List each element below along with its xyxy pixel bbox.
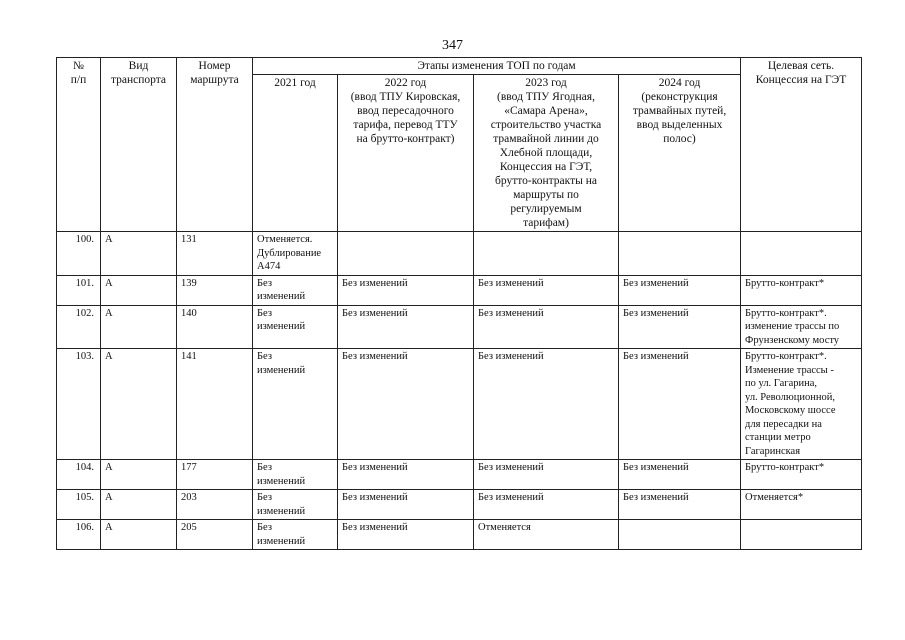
cell-2023: Отменяется bbox=[474, 520, 619, 550]
header-2024: 2024 год (реконструкция трамвайных путей, ввод выделенных полос) bbox=[619, 75, 741, 232]
cell-2022: Без изменений bbox=[338, 349, 474, 460]
cell-2021: Без изменений bbox=[253, 349, 338, 460]
cell-route: 131 bbox=[177, 232, 253, 276]
cell-num: 104. bbox=[57, 460, 101, 490]
cell-route: 141 bbox=[177, 349, 253, 460]
cell-2024 bbox=[619, 232, 741, 276]
cell-route: 140 bbox=[177, 305, 253, 349]
cell-num: 105. bbox=[57, 490, 101, 520]
cell-2021: Без изменений bbox=[253, 305, 338, 349]
header-stages: Этапы изменения ТОП по годам bbox=[253, 58, 741, 75]
cell-target: Брутто-контракт*. Изменение трассы - по ул. Гагарина, ул. Революционной, Московскому шоссе для пересадки на станции метро Гагаринская bbox=[741, 349, 862, 460]
table-row bbox=[57, 305, 862, 349]
cell-2021: Без изменений bbox=[253, 520, 338, 550]
cell-2024: Без изменений bbox=[619, 275, 741, 305]
cell-route: 205 bbox=[177, 520, 253, 550]
cell-type: А bbox=[101, 232, 177, 276]
cell-2023: Без изменений bbox=[474, 460, 619, 490]
cell-type: А bbox=[101, 490, 177, 520]
header-num: № п/п bbox=[57, 58, 101, 232]
cell-2024: Без изменений bbox=[619, 490, 741, 520]
cell-target bbox=[741, 232, 862, 276]
page-number: 347 bbox=[442, 38, 463, 53]
cell-2024: Без изменений bbox=[619, 305, 741, 349]
cell-2023 bbox=[474, 232, 619, 276]
cell-target: Брутто-контракт* bbox=[741, 460, 862, 490]
cell-2022: Без изменений bbox=[338, 305, 474, 349]
cell-2023: Без изменений bbox=[474, 305, 619, 349]
header-2021: 2021 год bbox=[253, 75, 338, 232]
cell-type: А bbox=[101, 520, 177, 550]
cell-2022: Без изменений bbox=[338, 520, 474, 550]
table-row bbox=[57, 460, 862, 490]
cell-type: А bbox=[101, 460, 177, 490]
cell-2021: Без изменений bbox=[253, 490, 338, 520]
cell-type: А bbox=[101, 275, 177, 305]
cell-num: 106. bbox=[57, 520, 101, 550]
cell-num: 101. bbox=[57, 275, 101, 305]
cell-2023: Без изменений bbox=[474, 275, 619, 305]
cell-2022 bbox=[338, 232, 474, 276]
cell-2024: Без изменений bbox=[619, 460, 741, 490]
cell-2022: Без изменений bbox=[338, 460, 474, 490]
cell-type: А bbox=[101, 349, 177, 460]
table-row bbox=[57, 232, 862, 276]
table-row bbox=[57, 349, 862, 460]
cell-route: 203 bbox=[177, 490, 253, 520]
cell-2024: Без изменений bbox=[619, 349, 741, 460]
cell-2021: Отменяется. Дублирование А474 bbox=[253, 232, 338, 276]
header-route: Номер маршрута bbox=[177, 58, 253, 232]
table-row bbox=[57, 275, 862, 305]
routes-table bbox=[56, 57, 862, 550]
header-transport: Вид транспорта bbox=[101, 58, 177, 232]
cell-route: 177 bbox=[177, 460, 253, 490]
cell-route: 139 bbox=[177, 275, 253, 305]
header-target: Целевая сеть. Концессия на ГЭТ bbox=[741, 58, 862, 232]
cell-2022: Без изменений bbox=[338, 275, 474, 305]
cell-2024 bbox=[619, 520, 741, 550]
cell-target bbox=[741, 520, 862, 550]
table-row bbox=[57, 490, 862, 520]
cell-2022: Без изменений bbox=[338, 490, 474, 520]
cell-num: 103. bbox=[57, 349, 101, 460]
header-2023: 2023 год (ввод ТПУ Ягодная, «Самара Арена», строительство участка трамвайной линии до Хлебной площади, Концессия на ГЭТ, брутто-контракты на маршруты по регулируемым тарифам) bbox=[474, 75, 619, 232]
cell-type: А bbox=[101, 305, 177, 349]
cell-num: 102. bbox=[57, 305, 101, 349]
cell-num: 100. bbox=[57, 232, 101, 276]
header-2022: 2022 год (ввод ТПУ Кировская, ввод пересадочного тарифа, перевод ТТУ на брутто-контракт) bbox=[338, 75, 474, 232]
header-row-1 bbox=[57, 58, 862, 75]
cell-2021: Без изменений bbox=[253, 275, 338, 305]
cell-target: Брутто-контракт* bbox=[741, 275, 862, 305]
cell-2023: Без изменений bbox=[474, 349, 619, 460]
cell-2023: Без изменений bbox=[474, 490, 619, 520]
cell-target: Брутто-контракт*. изменение трассы по Фрунзенскому мосту bbox=[741, 305, 862, 349]
cell-2021: Без изменений bbox=[253, 460, 338, 490]
table-row bbox=[57, 520, 862, 550]
cell-target: Отменяется* bbox=[741, 490, 862, 520]
